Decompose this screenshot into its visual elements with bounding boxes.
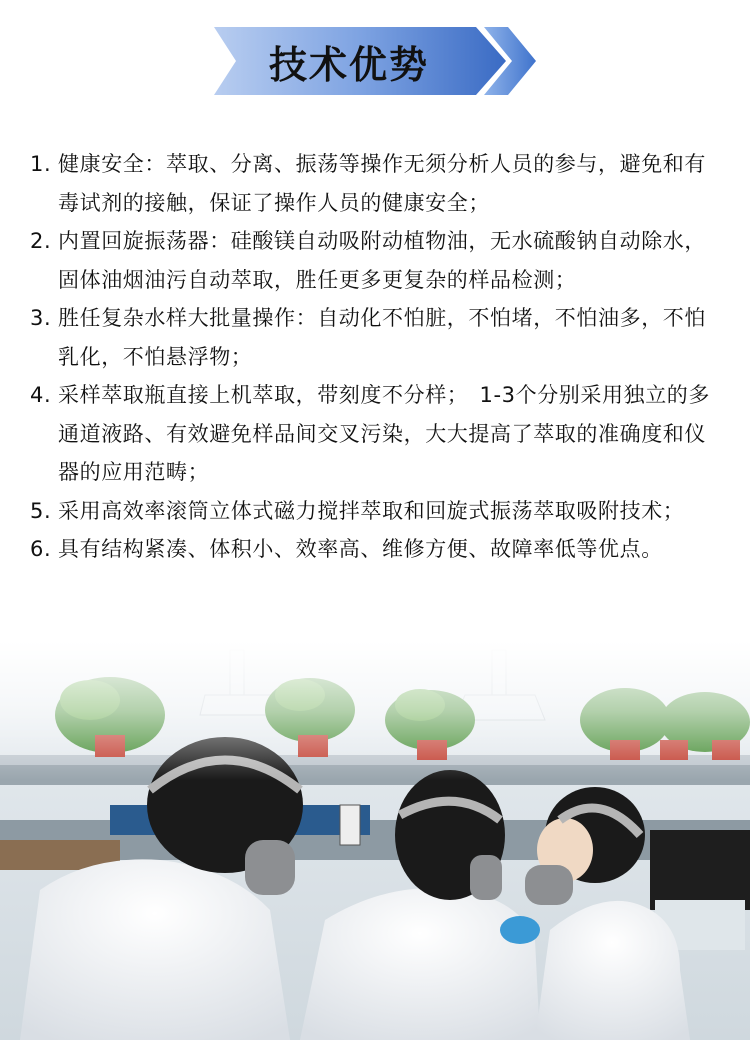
feature-number: 1. xyxy=(30,152,52,176)
feature-item-2 xyxy=(30,222,720,299)
feature-text: 采用高效率滚筒立体式磁力搅拌萃取和回旋式振荡萃取吸附技术； xyxy=(58,498,685,523)
feature-text: 胜任复杂水样大批量操作：自动化不怕脏，不怕堵，不怕油多，不怕乳化，不怕悬浮物； xyxy=(58,306,706,369)
feature-number: 2. xyxy=(30,229,52,253)
feature-list xyxy=(30,145,720,569)
lab-photo xyxy=(0,640,750,1040)
feature-number: 5. xyxy=(30,498,52,523)
section-banner xyxy=(214,27,536,95)
feature-item-3 xyxy=(30,299,720,376)
feature-text: 内置回旋振荡器：硅酸镁自动吸附动植物油，无水硫酸钠自动除水，固体油烟油污自动萃取，胜任更多更复杂的样品检测； xyxy=(58,229,706,292)
feature-number: 3. xyxy=(30,306,52,330)
feature-number: 6. xyxy=(30,537,52,561)
feature-text: 具有结构紧凑、体积小、效率高、维修方便、故障率低等优点。 xyxy=(58,537,663,561)
feature-text: 采样萃取瓶直接上机萃取，带刻度不分样； 1-3个分别采用独立的多通道液路、有效避免样品间交叉污染，大大提高了萃取的准确度和仪器的应用范畴； xyxy=(58,383,710,484)
feature-number: 4. xyxy=(30,383,52,407)
feature-item-5 xyxy=(30,492,720,531)
feature-item-4 xyxy=(30,376,720,492)
feature-item-6 xyxy=(30,530,720,569)
feature-text: 健康安全：萃取、分离、振荡等操作无须分析人员的参与，避免和有毒试剂的接触，保证了操作人员的健康安全； xyxy=(58,152,706,215)
lab-scene-illustration xyxy=(0,640,750,1040)
feature-item-1 xyxy=(30,145,720,222)
banner-title: 技术优势 xyxy=(268,42,429,87)
